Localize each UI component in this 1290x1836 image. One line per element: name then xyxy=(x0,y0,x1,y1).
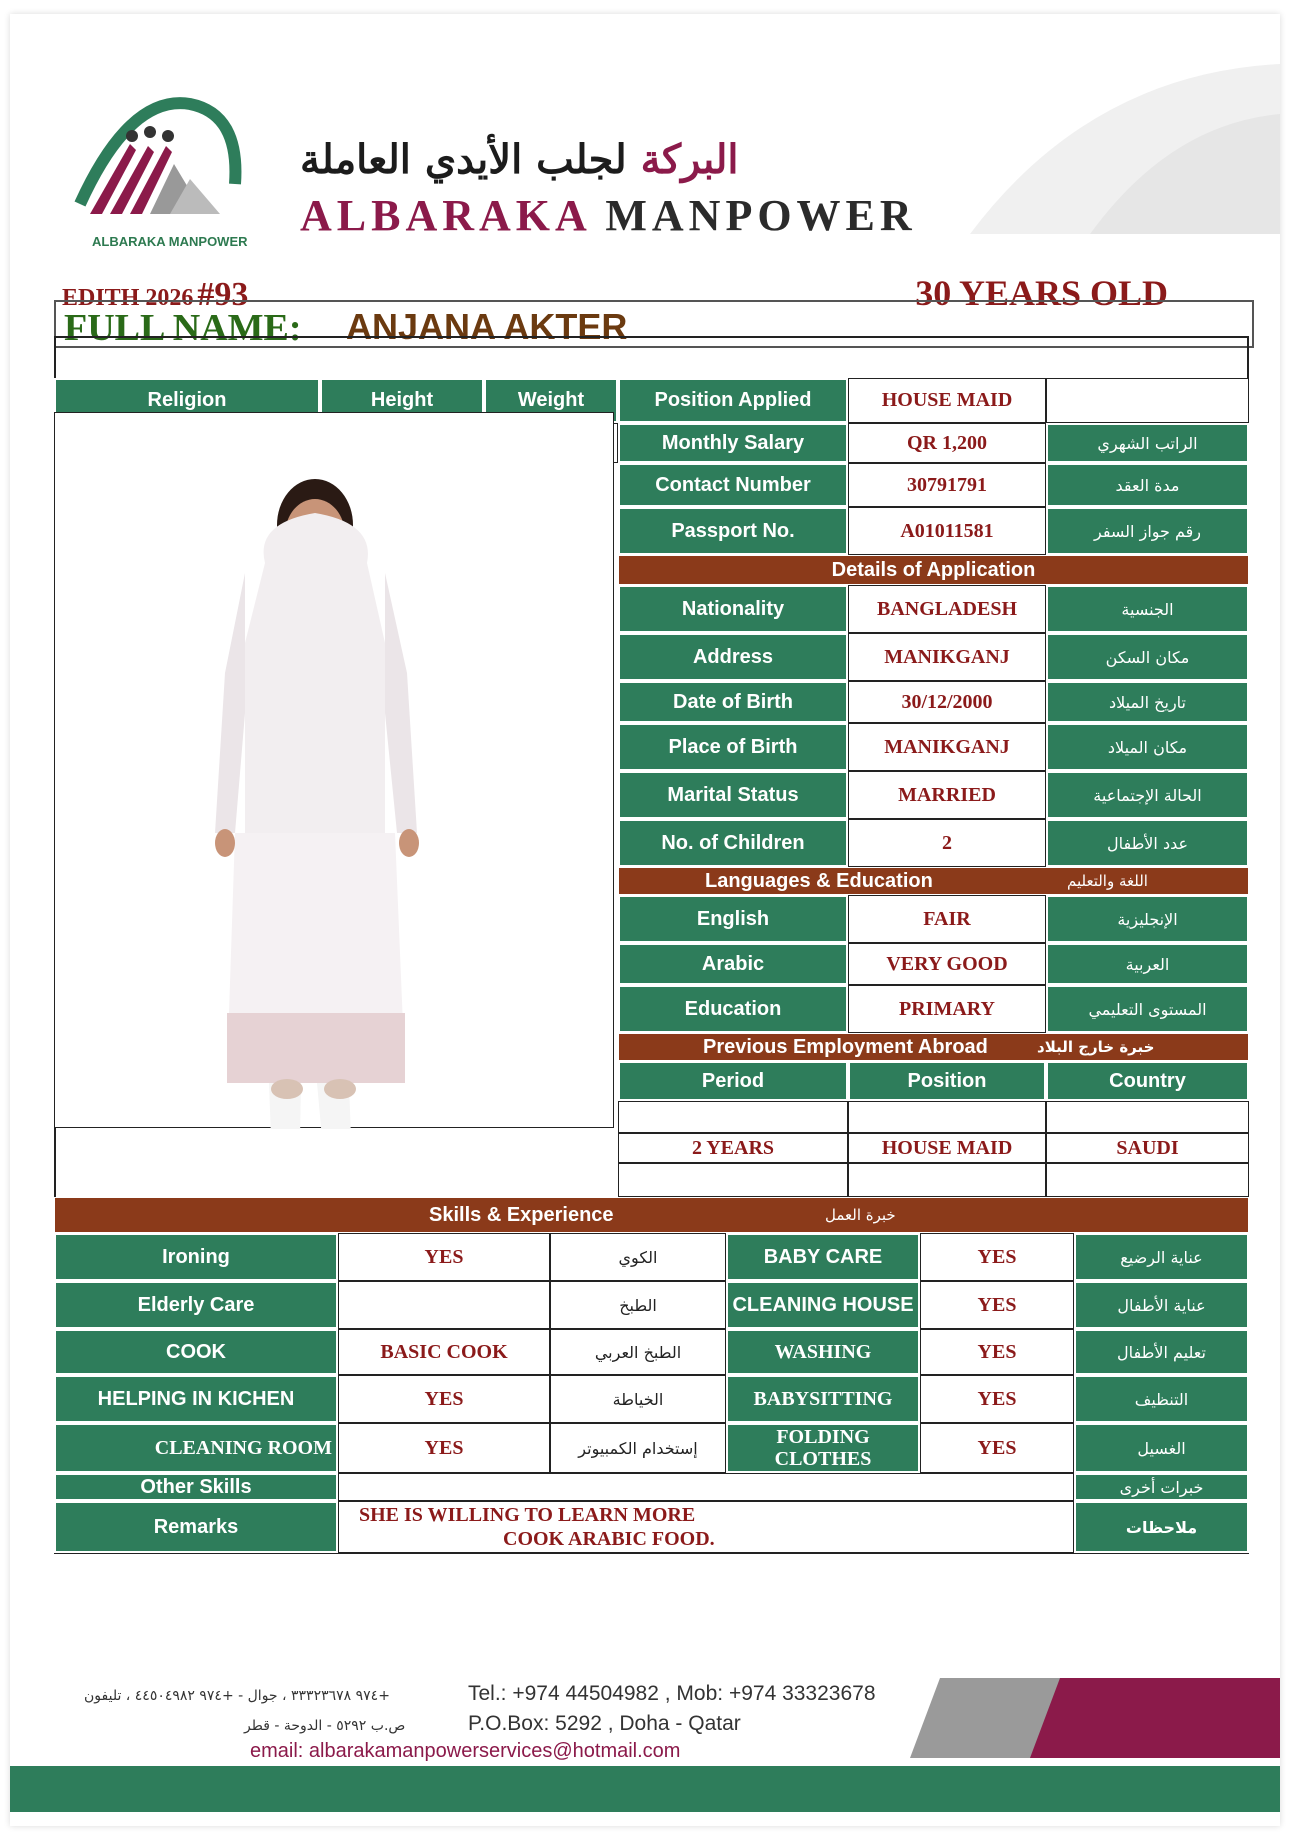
detail-ar-contact-number: مدة العقد xyxy=(1046,463,1249,507)
skill-value-folding-clothes: YES xyxy=(920,1423,1074,1473)
lang-label-education: Education xyxy=(618,985,848,1033)
app-label-nationality: Nationality xyxy=(618,585,848,633)
lang-value-education: PRIMARY xyxy=(848,985,1046,1033)
employment-row3-period xyxy=(618,1163,848,1197)
skill-ar-helping-kitchen: الخياطة xyxy=(550,1375,726,1423)
other-skills-value xyxy=(338,1473,1074,1501)
app-value-dob: 30/12/2000 xyxy=(848,681,1046,723)
app-value-address: MANIKGANJ xyxy=(848,633,1046,681)
full-name-label: FULL NAME: xyxy=(64,307,302,349)
languages-section-header xyxy=(618,867,1249,895)
employment-col-country: Country xyxy=(1046,1061,1249,1101)
detail-label-position-applied: Position Applied xyxy=(618,378,848,423)
employment-row1-period xyxy=(618,1101,848,1133)
detail-value-passport: A01011581 xyxy=(848,507,1046,555)
app-value-nationality: BANGLADESH xyxy=(848,585,1046,633)
skill-value-baby-care: YES xyxy=(920,1233,1074,1281)
weight-header: Weight xyxy=(484,378,618,423)
employment-section-header xyxy=(618,1033,1249,1061)
skill-value-ironing: YES xyxy=(338,1233,550,1281)
skill-ar-folding-clothes: الغسيل xyxy=(1074,1423,1249,1473)
app-value-marital: MARRIED xyxy=(848,771,1046,819)
skill-value-helping-kitchen: YES xyxy=(338,1375,550,1423)
app-label-marital: Marital Status xyxy=(618,771,848,819)
albaraka-logo-icon xyxy=(70,84,250,234)
religion-header: Religion xyxy=(54,378,320,423)
footer-pobox-arabic: ص.ب ٥٢٩٢ - الدوحة - قطر xyxy=(244,1718,406,1734)
app-label-pob: Place of Birth xyxy=(618,723,848,771)
app-label-children: No. of Children xyxy=(618,819,848,867)
employment-row3-position xyxy=(848,1163,1046,1197)
decorative-arch-shape xyxy=(970,54,1280,234)
detail-label-monthly-salary: Monthly Salary xyxy=(618,423,848,463)
lang-ar-education: المستوى التعليمي xyxy=(1046,985,1249,1033)
app-label-address: Address xyxy=(618,633,848,681)
detail-value-monthly-salary: QR 1,200 xyxy=(848,423,1046,463)
app-ar-address: مكان السكن xyxy=(1046,633,1249,681)
employment-header-ar: خبرة خارج البلاد xyxy=(1037,1038,1155,1056)
employment-col-position: Position xyxy=(848,1061,1046,1101)
brand-english-part1: ALBARAKA xyxy=(300,191,590,240)
brand-name-english xyxy=(300,190,917,241)
remarks-ar: ملاحظات xyxy=(1074,1501,1249,1553)
lang-ar-arabic: العربية xyxy=(1046,943,1249,985)
skill-ar-baby-care: عناية الرضيع xyxy=(1074,1233,1249,1281)
skills-header-en: Skills & Experience xyxy=(429,1203,614,1226)
skill-value-cleaning-room: YES xyxy=(338,1423,550,1473)
footer-decorative-stripes xyxy=(910,1678,1280,1758)
remarks-line-2: COOK ARABIC FOOD. xyxy=(503,1528,715,1550)
edition-prefix: EDITH 2026 xyxy=(62,285,194,311)
skill-label-cleaning-room: CLEANING ROOM xyxy=(54,1423,338,1473)
candidate-photo xyxy=(55,413,615,1129)
brand-english-part2: MANPOWER xyxy=(605,191,917,240)
logo-caption: ALBARAKA MANPOWER xyxy=(92,234,248,249)
footer-green-bar xyxy=(10,1766,1280,1812)
skill-value-cook: BASIC COOK xyxy=(338,1329,550,1375)
application-section-header: Details of Application xyxy=(618,555,1249,585)
lang-value-arabic: VERY GOOD xyxy=(848,943,1046,985)
languages-header-ar: اللغة والتعليم xyxy=(1067,872,1148,890)
skill-value-elderly-care xyxy=(338,1281,550,1329)
employment-row1-country xyxy=(1046,1101,1249,1133)
employment-row2-period: 2 YEARS xyxy=(618,1133,848,1163)
app-value-pob: MANIKGANJ xyxy=(848,723,1046,771)
employment-row2-position: HOUSE MAID xyxy=(848,1133,1046,1163)
age-label: 30 YEARS OLD xyxy=(915,273,1168,313)
skill-label-baby-care: BABY CARE xyxy=(726,1233,920,1281)
skill-label-washing: WASHING xyxy=(726,1329,920,1375)
detail-value-position-applied: HOUSE MAID xyxy=(848,378,1046,423)
detail-label-passport: Passport No. xyxy=(618,507,848,555)
footer-phone: Tel.: +974 44504982 , Mob: +974 33323678 xyxy=(468,1682,876,1705)
footer-pobox: P.O.Box: 5292 , Doha - Qatar xyxy=(468,1712,741,1735)
detail-value-contact-number: 30791791 xyxy=(848,463,1046,507)
detail-ar-monthly-salary: الراتب الشهري xyxy=(1046,423,1249,463)
skills-section-header xyxy=(54,1197,1249,1233)
other-skills-ar: خبرات أخرى xyxy=(1074,1473,1249,1501)
full-name-value: ANJANA AKTER xyxy=(346,306,628,347)
edition-number: #93 xyxy=(197,276,249,313)
candidate-photo-frame xyxy=(54,412,614,1128)
skill-ar-elderly-care: الطبخ xyxy=(550,1281,726,1329)
remarks-label: Remarks xyxy=(54,1501,338,1553)
detail-ar-passport: رقم جواز السفر xyxy=(1046,507,1249,555)
app-value-children: 2 xyxy=(848,819,1046,867)
skill-label-babysitting: BABYSITTING xyxy=(726,1375,920,1423)
skill-label-helping-kitchen: HELPING IN KICHEN xyxy=(54,1375,338,1423)
remarks-value xyxy=(338,1501,1074,1553)
brand-name-arabic xyxy=(300,136,739,183)
skill-ar-washing: تعليم الأطفال xyxy=(1074,1329,1249,1375)
languages-header-en: Languages & Education xyxy=(705,869,933,892)
app-ar-children: عدد الأطفال xyxy=(1046,819,1249,867)
cv-page xyxy=(10,14,1280,1826)
employment-header-en: Previous Employment Abroad xyxy=(703,1035,988,1058)
lang-label-arabic: Arabic xyxy=(618,943,848,985)
lang-value-english: FAIR xyxy=(848,895,1046,943)
employment-row2-country: SAUDI xyxy=(1046,1133,1249,1163)
skill-ar-cleaning-room: إستخدام الكمبيوتر xyxy=(550,1423,726,1473)
app-label-dob: Date of Birth xyxy=(618,681,848,723)
skill-label-ironing: Ironing xyxy=(54,1233,338,1281)
skill-ar-ironing: الكوي xyxy=(550,1233,726,1281)
employment-col-period: Period xyxy=(618,1061,848,1101)
employment-row3-country xyxy=(1046,1163,1249,1197)
detail-ar-position-applied xyxy=(1046,378,1249,423)
skill-value-babysitting: YES xyxy=(920,1375,1074,1423)
skill-label-elderly-care: Elderly Care xyxy=(54,1281,338,1329)
footer-phone-arabic: +٩٧٤ ٣٣٣٢٣٦٧٨ ، جوال - +٩٧٤ ٤٤٥٠٤٩٨٢ ، تليفون xyxy=(84,1688,390,1704)
skills-header-ar: خبرة العمل xyxy=(825,1206,896,1224)
lang-label-english: English xyxy=(618,895,848,943)
skill-label-cleaning-house: CLEANING HOUSE xyxy=(726,1281,920,1329)
employment-row1-position xyxy=(848,1101,1046,1133)
detail-label-contact-number: Contact Number xyxy=(618,463,848,507)
lang-ar-english: الإنجليزية xyxy=(1046,895,1249,943)
skill-label-cook: COOK xyxy=(54,1329,338,1375)
skill-ar-cleaning-house: عناية الأطفال xyxy=(1074,1281,1249,1329)
brand-arabic-part2: لجلب الأيدي العاملة xyxy=(300,136,627,183)
skill-value-washing: YES xyxy=(920,1329,1074,1375)
app-ar-pob: مكان الميلاد xyxy=(1046,723,1249,771)
brand-arabic-part1: البركة xyxy=(640,136,739,183)
app-ar-nationality: الجنسية xyxy=(1046,585,1249,633)
footer-email: email: albarakamanpowerservices@hotmail.com xyxy=(250,1740,681,1762)
app-ar-dob: تاريخ الميلاد xyxy=(1046,681,1249,723)
height-header: Height xyxy=(320,378,484,423)
remarks-line-1: SHE IS WILLING TO LEARN MORE xyxy=(359,1504,696,1526)
skill-ar-cook: الطبخ العربي xyxy=(550,1329,726,1375)
skill-ar-babysitting: التنظيف xyxy=(1074,1375,1249,1423)
skill-value-cleaning-house: YES xyxy=(920,1281,1074,1329)
app-ar-marital: الحالة الإجتماعية xyxy=(1046,771,1249,819)
other-skills-label: Other Skills xyxy=(54,1473,338,1501)
skill-label-folding-clothes: FOLDING CLOTHES xyxy=(726,1423,920,1473)
